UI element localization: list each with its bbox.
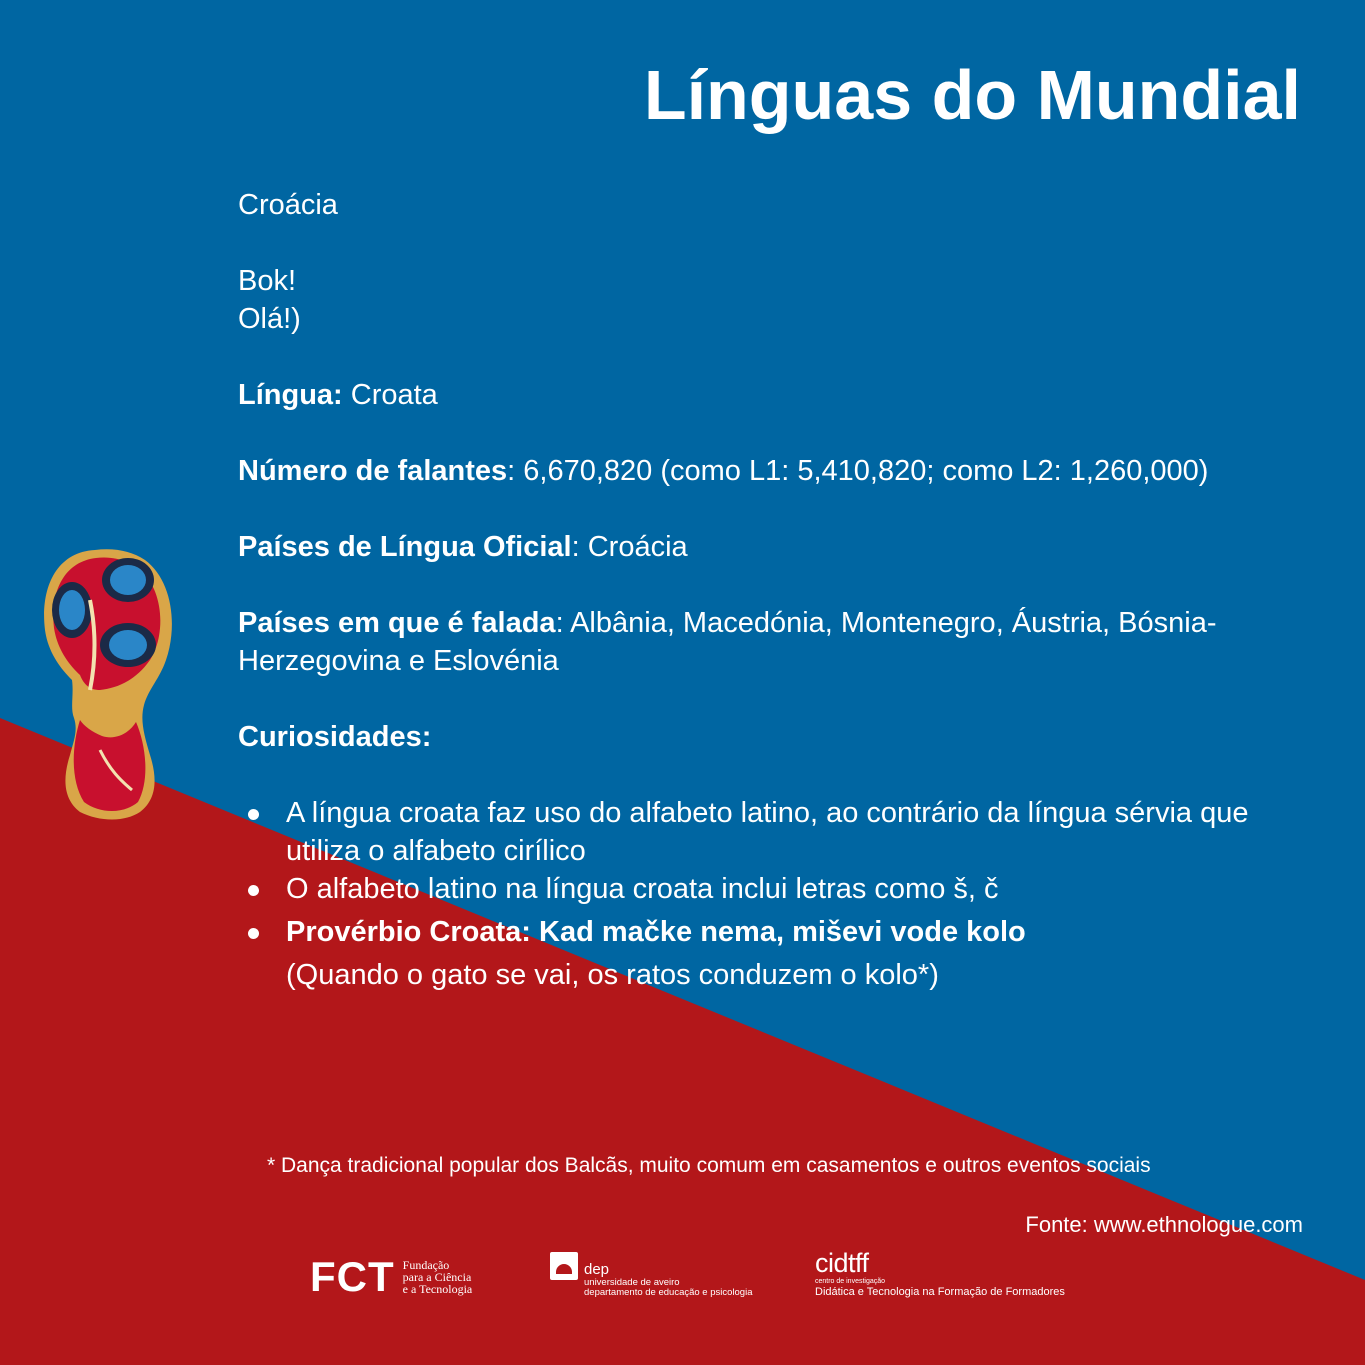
speakers-value: : 6,670,820 (como L1: 5,410,820; como L2: 1,260,000) [507, 455, 1209, 487]
greeting-translation: Olá!) [238, 303, 301, 335]
dep-line: universidade de aveiro [584, 1277, 680, 1288]
official-countries-value: : Croácia [571, 531, 688, 563]
bullet-icon [248, 928, 259, 939]
list-item [238, 870, 1308, 908]
fct-mark: FCT [310, 1253, 395, 1300]
fct-line: para a Ciência [402, 1270, 472, 1284]
fct-line: Fundação [402, 1258, 450, 1272]
proverb: Provérbio Croata: Kad mačke nema, miševi vode kolo [286, 916, 1026, 948]
content-block [238, 186, 1308, 994]
bullet-icon [248, 885, 259, 896]
dep-name: dep [584, 1261, 610, 1278]
dep-logo [550, 1252, 752, 1298]
curiosities-list [238, 794, 1308, 994]
spoken-in-row [238, 604, 1308, 680]
country-name: Croácia [238, 189, 338, 221]
speakers-row [238, 452, 1308, 490]
footnote: * Dança tradicional popular dos Balcãs, muito comum em casamentos e outros eventos sociais [267, 1154, 1151, 1177]
page-title: Línguas do Mundial [643, 56, 1301, 134]
list-item [238, 794, 1308, 870]
cidtff-line: Didática e Tecnologia na Formação de Formadores [815, 1286, 1065, 1298]
fct-logo [310, 1253, 473, 1300]
spoken-in-value: : Albânia, Macedónia, Montenegro, Áustria, Bósnia-Herzegovina e Eslovénia [238, 607, 1217, 677]
language-value: Croata [342, 379, 438, 411]
fct-text [403, 1259, 473, 1295]
official-countries-row [238, 528, 1308, 566]
language-row [238, 376, 1308, 414]
official-countries-label: Países de Língua Oficial [238, 531, 572, 563]
spoken-in-label: Países em que é falada [238, 607, 556, 639]
curiosities-heading [238, 718, 1308, 756]
dep-text [584, 1252, 752, 1298]
cidtff-logo [815, 1250, 1065, 1299]
cidtff-line: centro de investigação [815, 1278, 886, 1285]
curiosities-heading-text: Curiosidades: [238, 721, 432, 753]
source-credit: Fonte: www.ethnologue.com [1025, 1212, 1303, 1237]
language-label: Língua: [238, 379, 343, 411]
dep-icon [550, 1252, 578, 1280]
dep-line: departamento de educação e psicologia [584, 1287, 753, 1298]
world-cup-trophy-logo-icon [40, 540, 175, 825]
fct-line: e a Tecnologia [402, 1282, 473, 1296]
greeting: Bok! [238, 265, 297, 297]
bullet-icon [248, 809, 259, 820]
list-item-text: O alfabeto latino na língua croata inclui letras como š, č [286, 873, 999, 905]
proverb-translation: (Quando o gato se vai, os ratos conduzem o kolo*) [286, 959, 939, 991]
list-item-text: A língua croata faz uso do alfabeto latino, ao contrário da língua sérvia que utiliza o alfabeto cirílico [286, 797, 1249, 867]
speakers-label: Número de falantes [238, 455, 508, 487]
list-item-proverb [238, 913, 1308, 994]
cidtff-name: cidtff [815, 1248, 869, 1278]
